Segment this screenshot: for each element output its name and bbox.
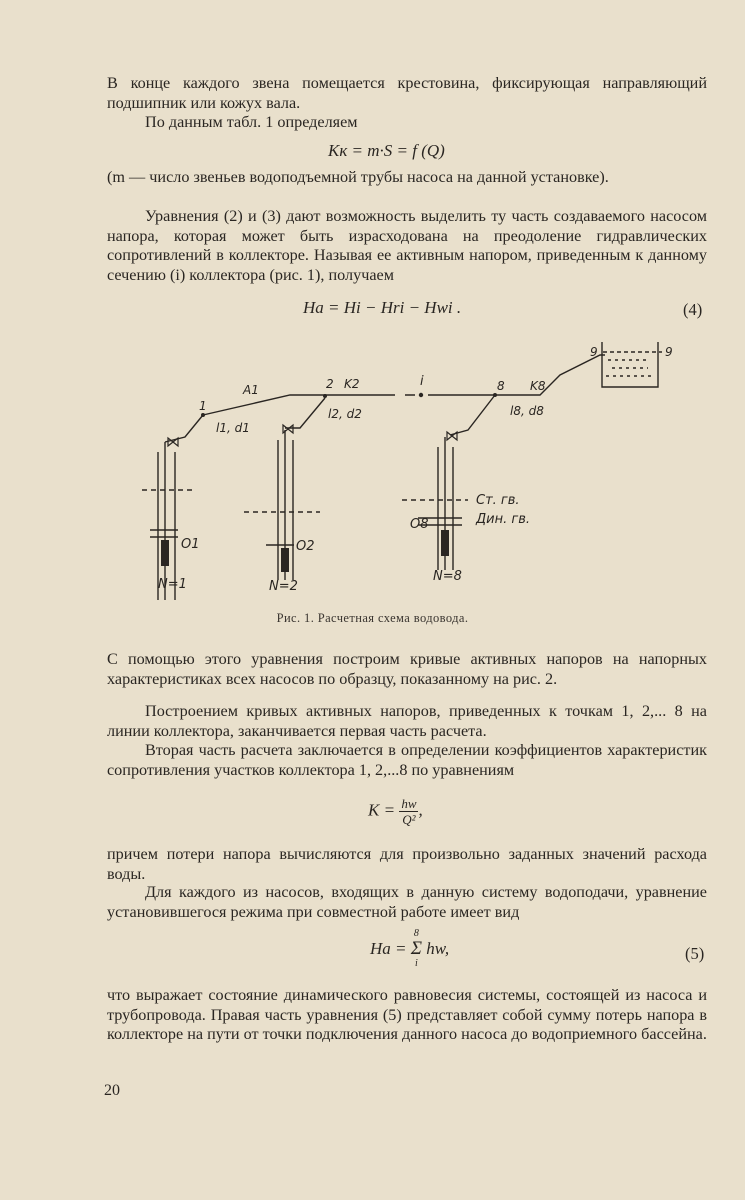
equation-5-sum — [411, 928, 422, 970]
equation-k-lhs: K = — [368, 800, 396, 820]
dynamic-level-label: Дин. гв. — [476, 512, 530, 527]
n2-label: N=2 — [269, 579, 298, 594]
k8-label: K8 — [530, 379, 546, 393]
paragraph-8: причем потери напора вычисляются для произвольно заданных значений расхода воды. — [107, 845, 707, 883]
equation-k-tail: , — [418, 800, 423, 820]
equation-5-number: (5) — [685, 944, 705, 963]
paragraph-1: В конце каждого звена помещается крестовина, фиксирующая направляющий подшипник или кожух вала. — [107, 74, 707, 112]
branch-1 — [165, 415, 203, 442]
branch-8 — [450, 395, 495, 435]
page-number: 20 — [104, 1082, 120, 1099]
paragraph-10: что выражает состояние динамического равновесия системы, состоящей из насоса и трубопровода. Правая часть уравнения (5) представляет собой сумму потерь напора в коллекторе на пути от точки подключения данного насоса до водоприемного бассейна. — [107, 986, 707, 1043]
paragraph-3: (m — число звеньев водоподъемной трубы насоса на данной установке). — [107, 168, 609, 186]
paragraph-6: Построением кривых активных напоров, приведенных к точкам 1, 2,... 8 на линии коллектора, заканчивается первая часть расчета. — [107, 702, 707, 740]
branch-2 — [285, 398, 325, 428]
pipeline-scheme-figure — [0, 330, 745, 610]
paragraph-5: С помощью этого уравнения построим кривые активных напоров на напорных характеристиках всех насосов по образцу, показанному на рис. 2. — [107, 650, 707, 688]
l2d2-label: l2, d2 — [328, 407, 362, 421]
equation-k-numerator: hw — [401, 796, 417, 811]
equation-5-rhs: hw, — [426, 939, 450, 958]
equation-kk: Kк = m·S = f (Q) — [328, 141, 445, 160]
o8-label: O8 — [410, 517, 429, 532]
node-1-label: 1 — [199, 399, 207, 413]
l1d1-label: l1, d1 — [216, 421, 250, 435]
n8-label: N=8 — [433, 569, 462, 584]
equation-5 — [370, 928, 449, 970]
equation-k-denominator: Q² — [402, 812, 416, 827]
figure-caption: Рис. 1. Расчетная схема водовода. — [276, 611, 469, 625]
paragraph-9: Для каждого из насосов, входящих в данную систему водоподачи, уравнение установившегося режима при совместной работе имеет вид — [107, 883, 707, 921]
node-i-label: i — [420, 374, 424, 389]
equation-4: Ha = Hi − Hri − Hwi . — [303, 298, 462, 317]
node-9-left-label: 9 — [590, 345, 598, 359]
node-2-label: 2 — [326, 377, 334, 391]
l8d8-label: l8, d8 — [510, 404, 544, 418]
node-9-right-label: 9 — [665, 345, 673, 359]
collector-line-right — [495, 355, 605, 395]
equation-5-lhs: Ha = — [370, 939, 407, 958]
static-level-label: Ст. гв. — [476, 493, 520, 508]
collector-line-left — [203, 395, 395, 415]
sum-lower-limit: i — [415, 958, 418, 969]
reservoir — [602, 342, 658, 387]
paragraph-4: Уравнения (2) и (3) дают возможность выделить ту часть создаваемого насосом напора, которая может быть израсходована на преодоление гидравлических сопротивлений в коллекторе. Называя ее активным напором, приведенным к данному сечению (i) коллектора (рис. 1), получаем — [107, 207, 707, 284]
equation-4-number: (4) — [683, 300, 703, 319]
a1-label: A1 — [243, 383, 259, 397]
sum-upper-limit: 8 — [413, 928, 419, 939]
sum-symbol: Σ — [410, 938, 423, 959]
paragraph-2: По данным табл. 1 определяем — [145, 113, 358, 131]
o1-label: O1 — [181, 537, 200, 552]
node-8-label: 8 — [497, 379, 505, 393]
paragraph-7: Вторая часть расчета заключается в определении коэффициентов характеристик сопротивления участков коллектора 1, 2,...8 по уравнениям — [107, 741, 707, 779]
k2-label: K2 — [344, 377, 360, 391]
n1-label: N=1 — [158, 577, 187, 592]
equation-k — [368, 796, 423, 827]
o2-label: O2 — [296, 539, 315, 554]
equation-k-fraction — [399, 796, 418, 827]
